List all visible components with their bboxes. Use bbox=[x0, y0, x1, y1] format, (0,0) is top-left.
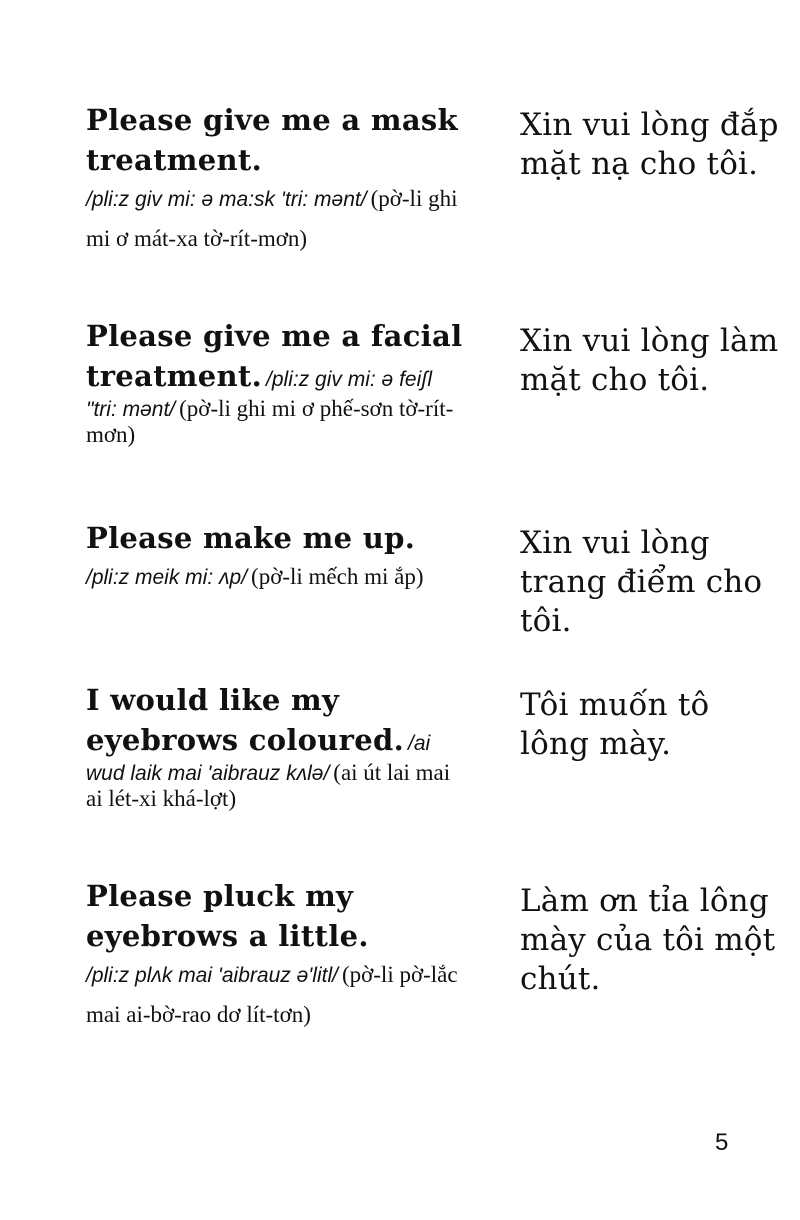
english-column bbox=[86, 876, 466, 1036]
english-column bbox=[86, 680, 466, 812]
pronunciation bbox=[86, 956, 466, 1036]
english-phrase: I would like my eyebrows coloured. bbox=[86, 683, 404, 757]
english-column bbox=[86, 100, 466, 260]
english-phrase: Please pluck my eyebrows a little. bbox=[86, 879, 369, 953]
english-phrase-with-pronunciation bbox=[86, 680, 466, 812]
ipa-transcription: /pli:z meik mi: ʌp/ bbox=[86, 566, 248, 589]
english-phrase: Please give me a mask treatment. bbox=[86, 103, 458, 177]
vietnamese-pronunciation-guide: (pờ-li ghi mi ơ phế-sơn tờ-rít-mơn) bbox=[86, 396, 454, 447]
vietnamese-pronunciation-guide: (pờ-li pờ-lắc mai ai-bờ-rao dơ lít-tơn) bbox=[86, 962, 458, 1027]
vietnamese-translation: Làm ơn tỉa lông mày của tôi một chút. bbox=[520, 883, 776, 997]
pronunciation bbox=[86, 558, 466, 598]
page-number: 5 bbox=[715, 1129, 729, 1156]
ipa-transcription: /pli:z giv mi: ə feiʃl "tri: mənt/ bbox=[86, 368, 433, 421]
pronunciation bbox=[86, 180, 466, 260]
english-phrase-with-pronunciation bbox=[86, 316, 466, 448]
vietnamese-translation: Xin vui lòng đắp mặt nạ cho tôi. bbox=[520, 107, 779, 182]
vietnamese-translation: Xin vui lòng làm mặt cho tôi. bbox=[520, 323, 779, 398]
vietnamese-pronunciation-guide: (ai út lai mai ai lét-xi khá-lợt) bbox=[86, 760, 451, 811]
english-phrase: Please make me up. bbox=[86, 521, 416, 555]
english-column bbox=[86, 316, 466, 448]
ipa-transcription: /pli:z giv mi: ə ma:sk 'tri: mənt/ bbox=[86, 188, 367, 211]
vietnamese-translation: Xin vui lòng trang điểm cho tôi. bbox=[520, 525, 763, 639]
ipa-transcription: /ai wud laik mai 'aibrauz kʌlə/ bbox=[86, 732, 431, 785]
vietnamese-pronunciation-guide: (pờ-li ghi mi ơ mát-xa tờ-rít-mơn) bbox=[86, 186, 458, 251]
vietnamese-translation: Tôi muốn tô lông mày. bbox=[520, 687, 710, 762]
ipa-transcription: /pli:z plʌk mai 'aibrauz ə'litl/ bbox=[86, 964, 338, 987]
vietnamese-pronunciation-guide: (pờ-li mếch mi ắp) bbox=[251, 564, 424, 589]
english-phrase: Please give me a facial treatment. bbox=[86, 319, 463, 393]
english-column bbox=[86, 518, 466, 598]
